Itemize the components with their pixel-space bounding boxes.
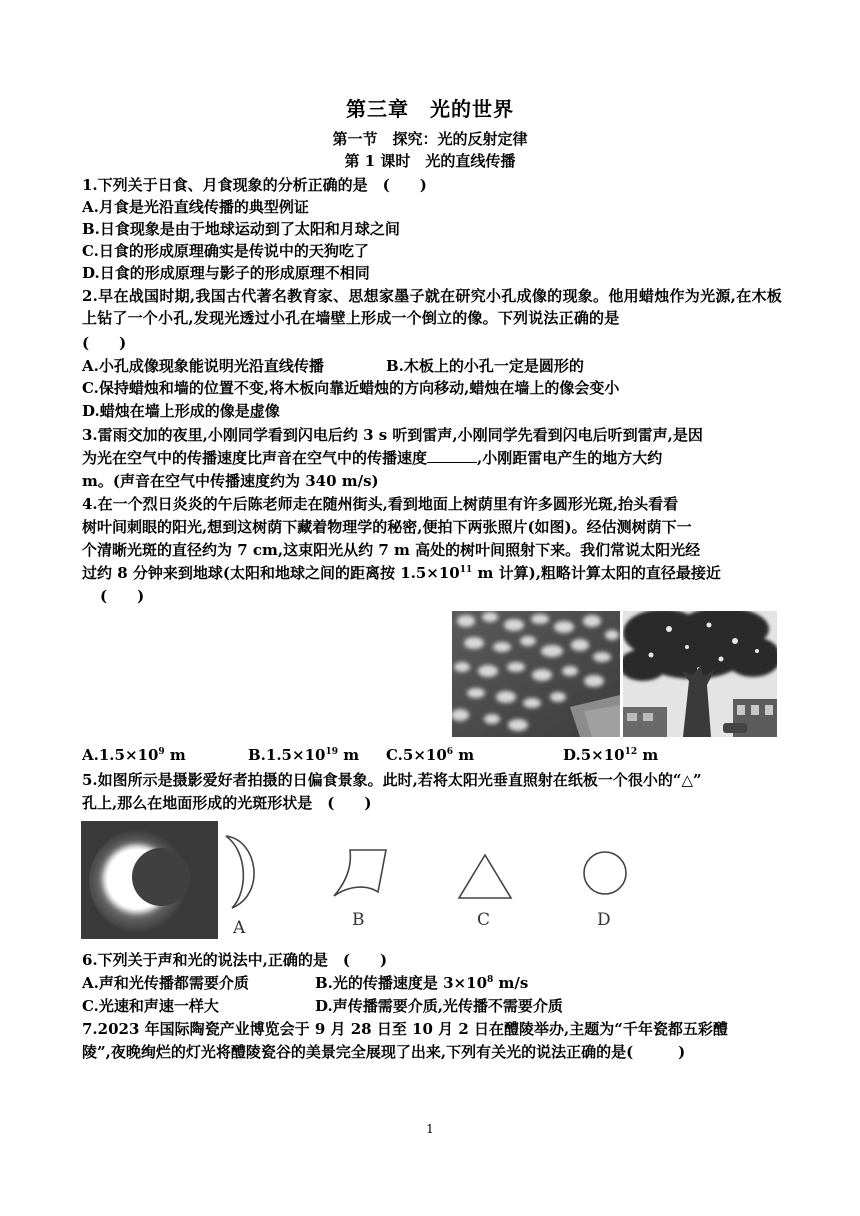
q1-option-a: A.月食是光沿直线传播的典型例证 [82, 198, 309, 216]
q3-line1: 3.雷雨交加的夜里,小刚同学看到闪电后约 3 s 听到雷声,小刚同学先看到闪电后听到雷声,是因 [82, 426, 703, 444]
q6-option-a: A.声和光传播都需要介质 [82, 974, 249, 992]
q5-line2: 孔上,那么在地面形成的光斑形状是 ( ) [82, 794, 372, 812]
q4-exponent: 11 [459, 565, 473, 575]
q4-option-a-base: A.1.5×10 [82, 746, 159, 764]
q1-option-b: B.日食现象是由于地球运动到了太阳和月球之间 [82, 220, 400, 238]
photo-light-spots [452, 611, 620, 737]
q5-label-c: C [477, 910, 491, 930]
q3-line2 [82, 448, 782, 470]
q4-answer-paren: ( ) [100, 587, 145, 605]
q2-option-b: B.木板上的小孔一定是圆形的 [386, 357, 584, 375]
q5-line1: 5.如图所示是摄影爱好者拍摄的日偏食景象。此时,若将太阳光垂直照射在纸板一个很小的“△” [82, 771, 702, 789]
q4-option-c [386, 745, 474, 767]
q3-answer-blank[interactable] [427, 448, 477, 463]
q4-option-a [82, 745, 186, 767]
q4-option-b [248, 745, 359, 767]
q1-option-d: D.日食的形成原理与影子的形成原理不相同 [82, 264, 370, 282]
q3-line3: m。(声音在空气中传播速度约为 340 m/s) [82, 472, 379, 490]
q5-shape-d-circle [580, 848, 630, 898]
q4-line4 [82, 563, 782, 585]
q2-option-c: C.保持蜡烛和墙的位置不变,将木板向靠近蜡烛的方向移动,蜡烛在墙上的像会变小 [82, 379, 620, 397]
q3-line2-start: 为光在空气中的传播速度比声音在空气中的传播速度 [82, 449, 428, 467]
q4-option-b-exp: 19 [325, 747, 338, 757]
q1-option-c: C.日食的形成原理确实是传说中的天狗吃了 [82, 242, 369, 260]
photo-partial-eclipse [81, 821, 218, 939]
q4-option-c-base: C.5×10 [386, 746, 447, 764]
q4-option-a-exp: 9 [158, 747, 165, 757]
chapter-title: 第三章 光的世界 [346, 97, 514, 121]
q5-shape-c-triangle [456, 852, 514, 902]
q4-option-b-unit: m [337, 746, 360, 764]
page-number: 1 [426, 1122, 434, 1136]
q4-line3: 个清晰光斑的直径约为 7 cm,这束阳光从约 7 m 高处的树叶间照射下来。我们常说太阳光经 [82, 541, 701, 559]
q2-option-a: A.小孔成像现象能说明光沿直线传播 [82, 357, 324, 375]
q7-line2: 陵”,夜晚绚烂的灯光将醴陵瓷谷的美景完全展现了出来,下列有关光的说法正确的是( ) [82, 1043, 686, 1061]
q4-option-d-unit: m [637, 746, 659, 764]
lesson-title: 第 1 课时 光的直线传播 [344, 152, 516, 170]
q4-line1: 4.在一个烈日炎炎的午后陈老师走在随州街头,看到地面上树荫里有许多圆形光斑,抬头看看 [82, 495, 679, 513]
q5-shape-b-sector [330, 846, 390, 902]
q1-stem: 1.下列关于日食、月食现象的分析正确的是 ( ) [82, 176, 427, 194]
q6-option-b-exp: 8 [487, 975, 494, 985]
q2-answer-paren: ( ) [82, 334, 127, 352]
q3-line2-end: ,小刚距雷电产生的地方大约 [477, 449, 663, 467]
q4-option-d [563, 745, 658, 767]
q4-line4-end: m 计算),粗略计算太阳的直径最接近 [472, 564, 721, 582]
section-title: 第一节 探究：光的反射定律 [332, 130, 528, 148]
q6-option-d: D.声传播需要介质,光传播不需要介质 [315, 997, 563, 1015]
q2-stem: 2.早在战国时期,我国古代著名教育家、思想家墨子就在研究小孔成像的现象。他用蜡烛作为光源,在木板上钻了一个小孔,发现光透过小孔在墙壁上形成一个倒立的像。下列说法正确的是 [82, 287, 782, 327]
q6-option-c: C.光速和声速一样大 [82, 997, 219, 1015]
q4-line2: 树叶间刺眼的阳光,想到这树荫下藏着物理学的秘密,便拍下两张照片(如图)。经估测树荫下一 [82, 518, 692, 536]
q5-label-a: A [233, 918, 246, 938]
q4-option-c-unit: m [453, 746, 475, 764]
q2-option-d: D.蜡烛在墙上形成的像是虚像 [82, 402, 280, 420]
q6-option-b-base: B.光的传播速度是 3×10 [315, 974, 488, 992]
q4-option-c-exp: 6 [446, 747, 454, 757]
q4-option-a-unit: m [164, 746, 186, 764]
q4-line4-start: 过约 8 分钟来到地球(太阳和地球之间的距离按 1.5×10 [82, 564, 460, 582]
q5-label-d: D [597, 910, 611, 930]
q4-option-d-base: D.5×10 [563, 746, 625, 764]
q6-stem: 6.下列关于声和光的说法中,正确的是 ( ) [82, 951, 388, 969]
q5-shape-a-crescent [218, 832, 268, 912]
q5-label-b: B [352, 910, 365, 930]
q4-option-d-exp: 12 [624, 747, 638, 757]
q7-line1: 7.2023 年国际陶瓷产业博览会于 9 月 28 日至 10 月 2 日在醴陵举办,主题为“千年瓷都五彩醴 [82, 1020, 728, 1038]
photo-tree [623, 611, 777, 737]
q6-option-b [315, 973, 528, 995]
q6-option-b-unit: m/s [493, 974, 529, 992]
q4-option-b-base: B.1.5×10 [248, 746, 326, 764]
